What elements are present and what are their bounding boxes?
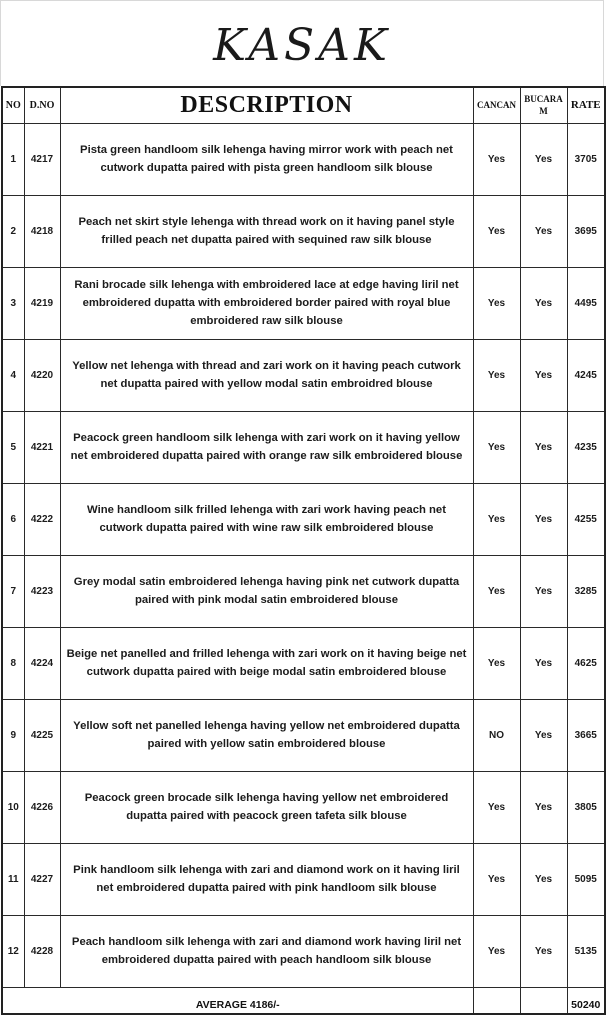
table-row <box>2 627 605 699</box>
table-row <box>2 195 605 267</box>
header-cancan: CANCAN <box>473 87 520 123</box>
header-bucaram-line1: BUCARA <box>524 94 563 105</box>
description-cell: Rani brocade silk lehenga with embroidered lace at edge having liril net embroidered dupatta with embroidered border paired with royal blue embroidered raw silk blouse <box>60 267 473 339</box>
design-number-cell: 4223 <box>24 555 60 627</box>
row-no-cell: 6 <box>2 483 24 555</box>
table-body <box>2 123 605 987</box>
cancan-cell: Yes <box>473 123 520 195</box>
bucaram-cell: Yes <box>520 483 567 555</box>
cancan-cell: Yes <box>473 555 520 627</box>
rate-cell: 4625 <box>567 627 605 699</box>
table-row <box>2 915 605 987</box>
bucaram-cell: Yes <box>520 123 567 195</box>
design-number-cell: 4225 <box>24 699 60 771</box>
rate-cell: 3285 <box>567 555 605 627</box>
bucaram-cell: Yes <box>520 915 567 987</box>
row-no-cell: 7 <box>2 555 24 627</box>
bucaram-cell: Yes <box>520 843 567 915</box>
bucaram-cell: Yes <box>520 339 567 411</box>
row-no-cell: 9 <box>2 699 24 771</box>
cancan-cell: Yes <box>473 411 520 483</box>
description-cell: Peach handloom silk lehenga with zari and diamond work having liril net embroidered dupatta paired with peach handloom silk blouse <box>60 915 473 987</box>
design-number-cell: 4220 <box>24 339 60 411</box>
bucaram-cell: Yes <box>520 771 567 843</box>
design-number-cell: 4226 <box>24 771 60 843</box>
cancan-cell: Yes <box>473 483 520 555</box>
table-row <box>2 123 605 195</box>
description-cell: Peacock green handloom silk lehenga with zari work on it having yellow net embroidered dupatta paired with orange raw silk embroidered blouse <box>60 411 473 483</box>
bucaram-cell: Yes <box>520 627 567 699</box>
design-number-cell: 4224 <box>24 627 60 699</box>
bucaram-cell: Yes <box>520 267 567 339</box>
design-number-cell: 4222 <box>24 483 60 555</box>
catalog-table <box>1 86 606 1015</box>
description-cell: Yellow net lehenga with thread and zari work on it having peach cutwork net dupatta paired with yellow modal satin embroidred blouse <box>60 339 473 411</box>
cancan-cell: NO <box>473 699 520 771</box>
average-cell: AVERAGE 4186/- <box>2 987 473 1014</box>
row-no-cell: 4 <box>2 339 24 411</box>
rate-cell: 3705 <box>567 123 605 195</box>
brand-logo-text: KASAK <box>213 20 391 71</box>
description-cell: Pista green handloom silk lehenga having mirror work with peach net cutwork dupatta paired with pista green handloom silk blouse <box>60 123 473 195</box>
rate-cell: 4245 <box>567 339 605 411</box>
design-number-cell: 4218 <box>24 195 60 267</box>
description-cell: Wine handloom silk frilled lehenga with zari work having peach net cutwork dupatta paired with wine raw silk embroidered blouse <box>60 483 473 555</box>
header-description: DESCRIPTION <box>60 87 473 123</box>
header-dno: D.NO <box>24 87 60 123</box>
table-row <box>2 483 605 555</box>
header-rate: RATE <box>567 87 605 123</box>
rate-cell: 5095 <box>567 843 605 915</box>
rate-cell: 3695 <box>567 195 605 267</box>
row-no-cell: 12 <box>2 915 24 987</box>
row-no-cell: 3 <box>2 267 24 339</box>
description-cell: Grey modal satin embroidered lehenga having pink net cutwork dupatta paired with pink modal satin embroidered blouse <box>60 555 473 627</box>
rate-cell: 4495 <box>567 267 605 339</box>
cancan-cell: Yes <box>473 771 520 843</box>
bucaram-cell: Yes <box>520 699 567 771</box>
design-number-cell: 4219 <box>24 267 60 339</box>
row-no-cell: 1 <box>2 123 24 195</box>
table-row <box>2 771 605 843</box>
description-cell: Peacock green brocade silk lehenga having yellow net embroidered dupatta paired with peacock green tafeta silk blouse <box>60 771 473 843</box>
row-no-cell: 10 <box>2 771 24 843</box>
row-no-cell: 2 <box>2 195 24 267</box>
bucaram-cell: Yes <box>520 555 567 627</box>
design-number-cell: 4217 <box>24 123 60 195</box>
table-row <box>2 699 605 771</box>
table-row <box>2 411 605 483</box>
footer-empty-bucaram <box>520 987 567 1014</box>
footer-empty-cancan <box>473 987 520 1014</box>
design-number-cell: 4228 <box>24 915 60 987</box>
row-no-cell: 8 <box>2 627 24 699</box>
title-banner <box>0 0 604 86</box>
table-row <box>2 339 605 411</box>
cancan-cell: Yes <box>473 339 520 411</box>
header-no: NO <box>2 87 24 123</box>
cancan-cell: Yes <box>473 195 520 267</box>
design-number-cell: 4221 <box>24 411 60 483</box>
rate-cell: 5135 <box>567 915 605 987</box>
description-cell: Peach net skirt style lehenga with thread work on it having panel style frilled peach net dupatta paired with sequined raw silk blouse <box>60 195 473 267</box>
design-number-cell: 4227 <box>24 843 60 915</box>
bucaram-cell: Yes <box>520 411 567 483</box>
bucaram-cell: Yes <box>520 195 567 267</box>
cancan-cell: Yes <box>473 267 520 339</box>
description-cell: Pink handloom silk lehenga with zari and diamond work on it having liril net embroidered dupatta paired with pink handloom silk blouse <box>60 843 473 915</box>
table-row <box>2 267 605 339</box>
table-row <box>2 843 605 915</box>
header-bucaram-line2: M <box>539 106 548 117</box>
row-no-cell: 5 <box>2 411 24 483</box>
total-cell: 50240 <box>567 987 605 1014</box>
table-row <box>2 555 605 627</box>
row-no-cell: 11 <box>2 843 24 915</box>
description-cell: Yellow soft net panelled lehenga having yellow net embroidered dupatta paired with yellow satin embroidered blouse <box>60 699 473 771</box>
rate-cell: 4255 <box>567 483 605 555</box>
rate-cell: 3665 <box>567 699 605 771</box>
header-bucaram <box>520 87 567 123</box>
rate-cell: 4235 <box>567 411 605 483</box>
cancan-cell: Yes <box>473 627 520 699</box>
cancan-cell: Yes <box>473 843 520 915</box>
cancan-cell: Yes <box>473 915 520 987</box>
description-cell: Beige net panelled and frilled lehenga with zari work on it having beige net cutwork dupatta paired with beige modal satin embroidered blouse <box>60 627 473 699</box>
rate-cell: 3805 <box>567 771 605 843</box>
footer-row <box>2 987 605 1014</box>
header-row <box>2 87 605 123</box>
